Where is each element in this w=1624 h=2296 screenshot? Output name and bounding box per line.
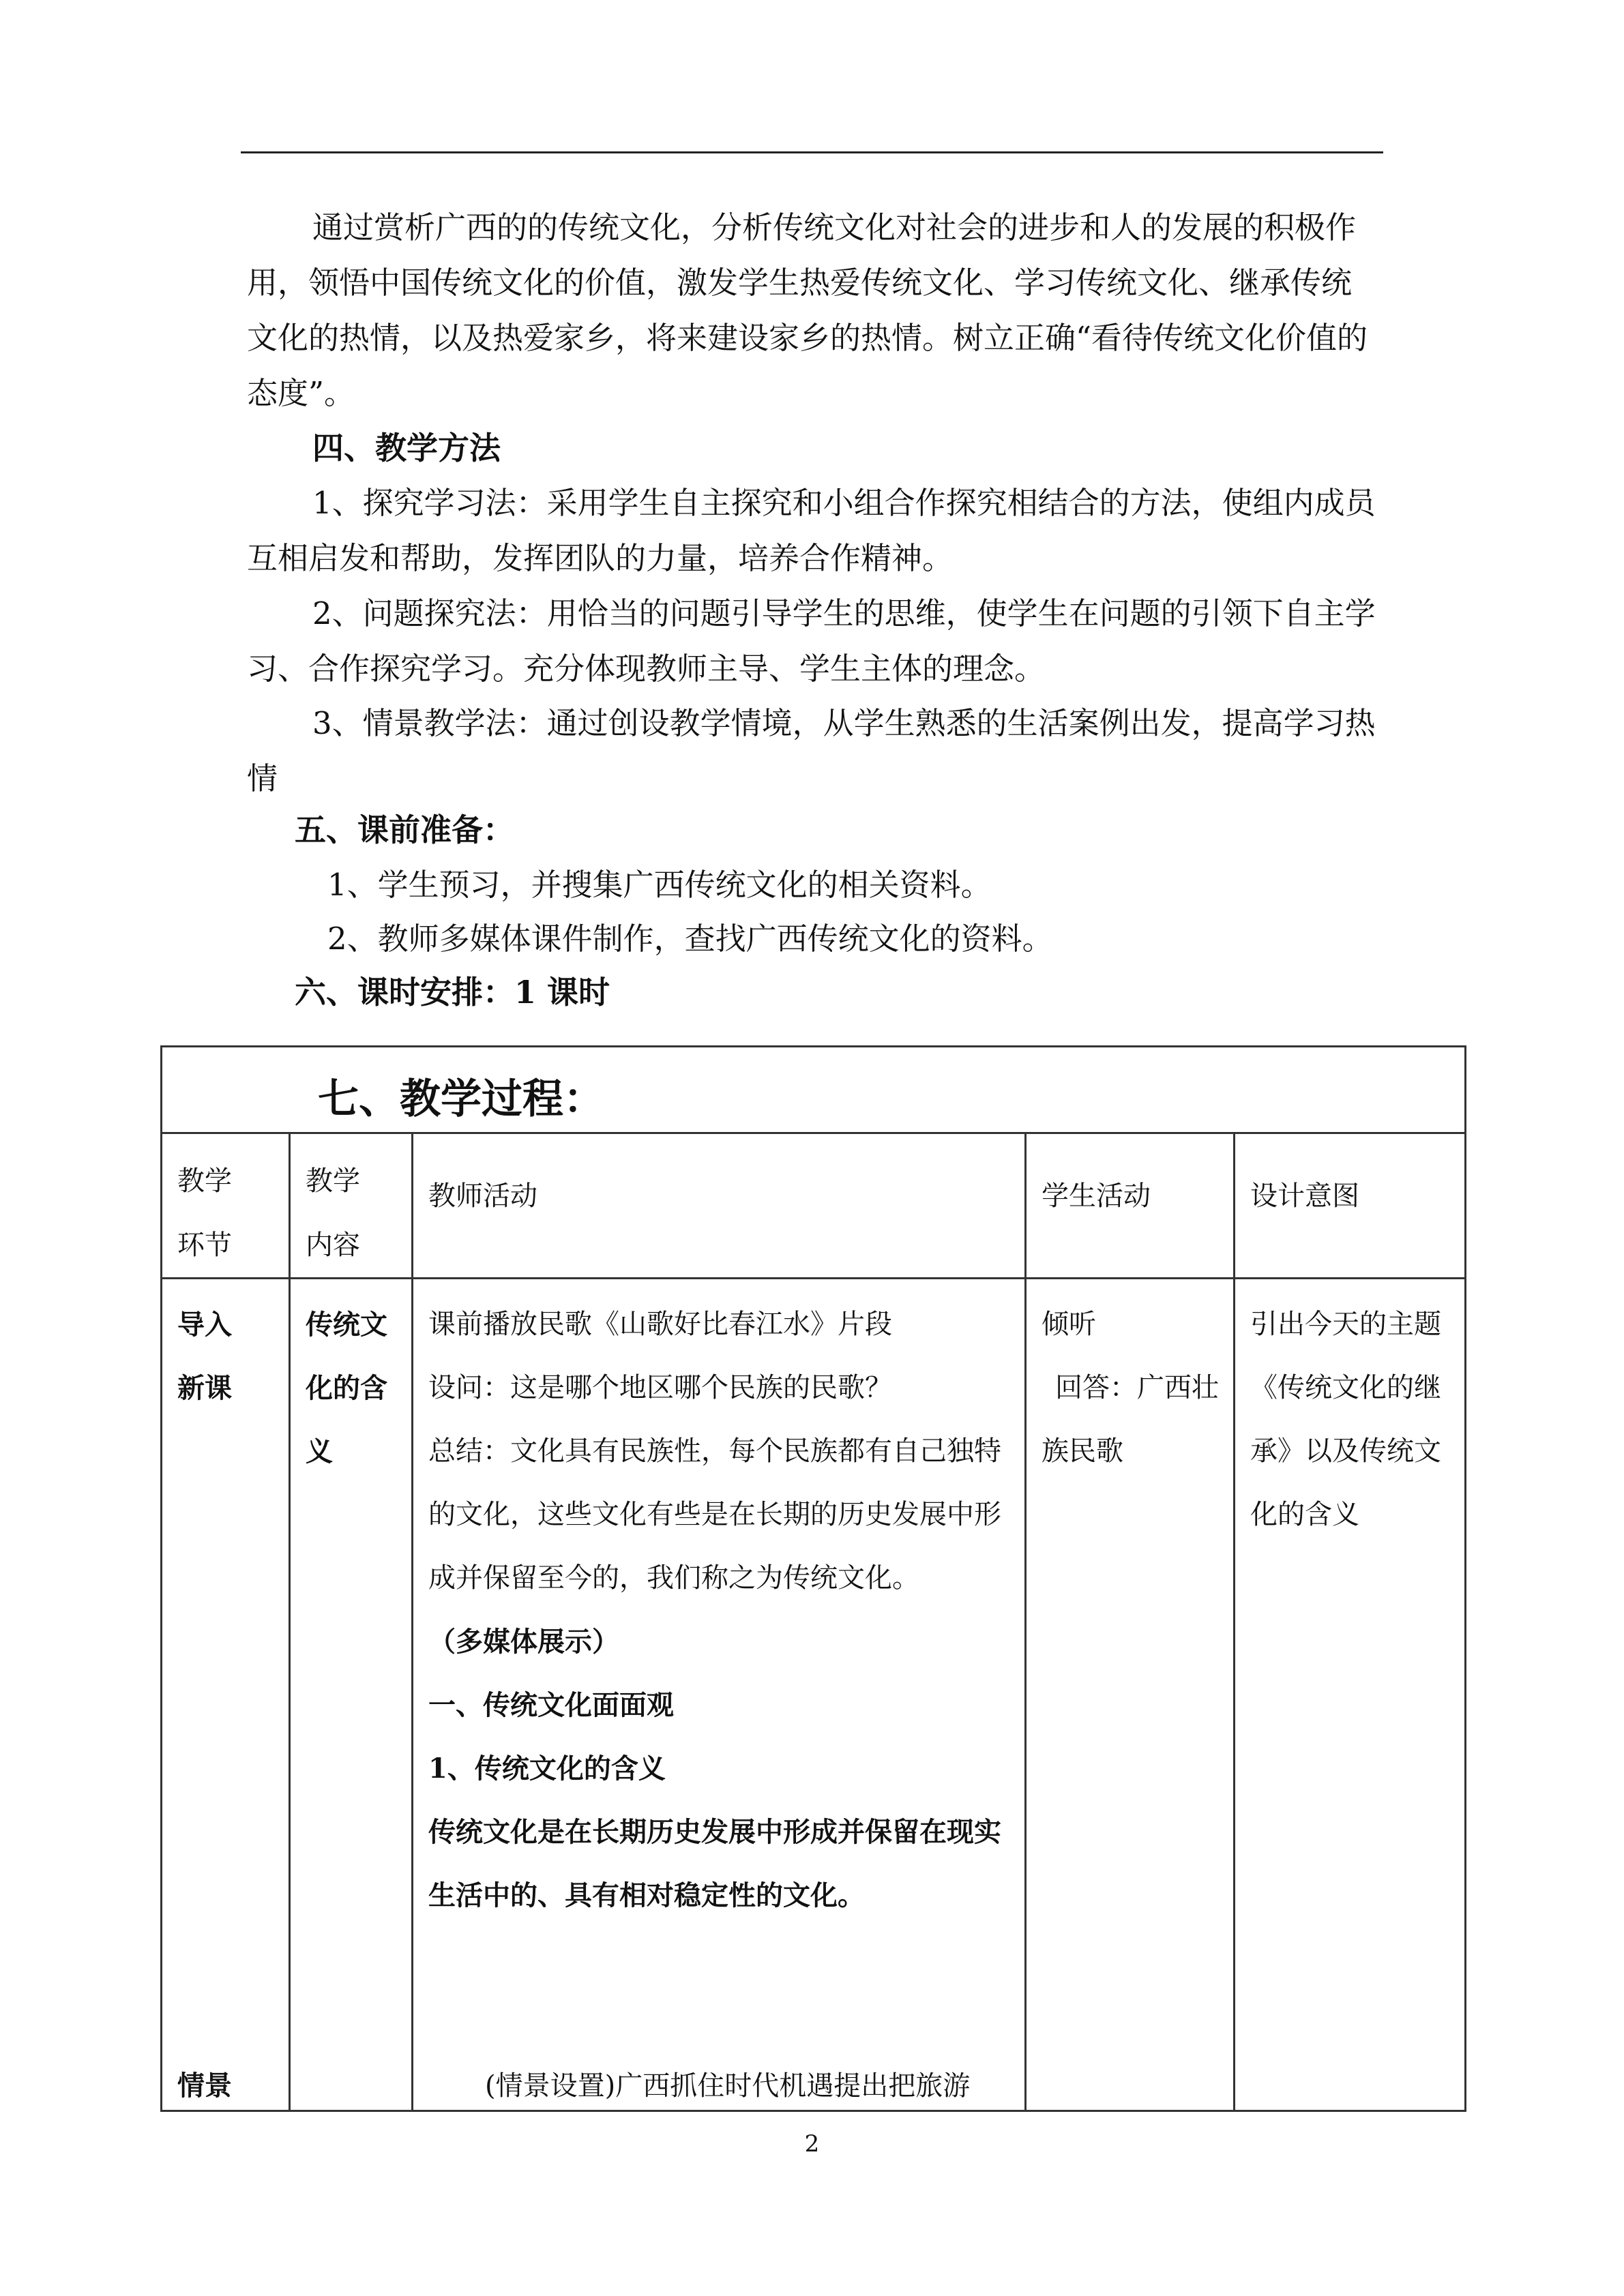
teacher-line1: 课前播放民歌《山歌好比春江水》片段 — [428, 1309, 892, 1340]
header-content-line2: 内容 — [306, 1229, 360, 1261]
teaching-process-table — [160, 1045, 1466, 2112]
design-intent: 引出今天的主题《传统文化的继承》以及传统文化的含义 — [1250, 1309, 1441, 1530]
method-3: 3、情景教学法：通过创设教学情境，从学生熟悉的生活案例出发，提高学习热情 — [247, 705, 1376, 796]
method-1: 1、探究学习法：采用学生自主探究和小组合作探究相结合的方法，使组内成员互相启发和帮助，发挥团队的力量，培养合作精神。 — [247, 485, 1376, 576]
next-stage: 情景 — [177, 2070, 232, 2102]
header-stage — [162, 1133, 290, 1279]
teacher-summary: 总结：文化具有民族性，每个民族都有自己独特的文化，这些文化有些是在长期的历史发展中形成并保留至今的，我们称之为传统文化。 — [428, 1435, 1001, 1594]
cell-student — [1026, 1279, 1235, 2111]
stage-line1: 导入 — [177, 1309, 232, 1341]
heading-schedule: 六、课时安排：1 课时 — [295, 974, 610, 1011]
header-content-line1: 教学 — [306, 1165, 360, 1197]
content-line2: 化的含 — [306, 1372, 387, 1404]
teacher-section-heading: 一、传统文化面面观 — [428, 1689, 674, 1721]
cell-content — [290, 1279, 413, 2111]
header-stage-line1: 教学 — [177, 1165, 232, 1197]
teacher-line2: 设问：这是哪个地区哪个民族的民歌？ — [428, 1372, 892, 1403]
content-line1: 传统文 — [306, 1309, 387, 1341]
table-header-row — [162, 1133, 1466, 1279]
header-content — [290, 1133, 413, 1279]
teacher-multimedia: （多媒体展示） — [428, 1626, 619, 1658]
teacher-definition: 传统文化是在长期历史发展中形成并保留在现实生活中的、具有相对稳定性的文化。 — [428, 1816, 1001, 1911]
table-title-cell — [162, 1047, 1466, 1133]
header-student-label: 学生活动 — [1042, 1180, 1151, 1212]
paragraph-goal: 通过赏析广西的的传统文化，分析传统文化对社会的进步和人的发展的积极作用，领悟中国传统文化的价值，激发学生热爱传统文化、学习传统文化、继承传统文化的热情，以及热爱家乡，将来建设家乡的热情。树立正确“看待传统文化价值的态度”。 — [247, 209, 1368, 411]
cell-teacher — [413, 1279, 1026, 2111]
next-teacher-line: (情景设置)广西抓住时代机遇提出把旅游 — [485, 2070, 971, 2102]
content-line3: 义 — [306, 1435, 333, 1467]
table-title: 七、教学过程： — [318, 1075, 604, 1123]
header-teacher-label: 教师活动 — [428, 1180, 537, 1212]
cell-design — [1235, 1279, 1466, 2111]
heading-methods: 四、教学方法 — [312, 430, 501, 466]
student-answer: 回答：广西壮族民歌 — [1042, 1372, 1219, 1467]
heading-preparation: 五、课前准备： — [295, 811, 514, 848]
header-student — [1026, 1133, 1235, 1279]
header-stage-line2: 环节 — [177, 1229, 232, 1261]
header-design-label: 设计意图 — [1250, 1180, 1359, 1212]
cell-stage — [162, 1279, 290, 2111]
prep-2: 2、教师多媒体课件制作，查找广西传统文化的资料。 — [327, 921, 1053, 957]
stage-line2: 新课 — [177, 1372, 232, 1404]
header-rule — [241, 151, 1383, 153]
prep-1: 1、学生预习，并搜集广西传统文化的相关资料。 — [327, 867, 992, 903]
page-number: 2 — [804, 2130, 820, 2158]
teacher-subheading: 1、传统文化的含义 — [428, 1753, 666, 1785]
header-teacher — [413, 1133, 1026, 1279]
header-design — [1235, 1133, 1466, 1279]
student-line1: 倾听 — [1042, 1309, 1096, 1340]
table-row — [162, 1279, 1466, 2111]
method-2: 2、问题探究法：用恰当的问题引导学生的思维，使学生在问题的引领下自主学习、合作探究学习。充分体现教师主导、学生主体的理念。 — [247, 595, 1376, 687]
